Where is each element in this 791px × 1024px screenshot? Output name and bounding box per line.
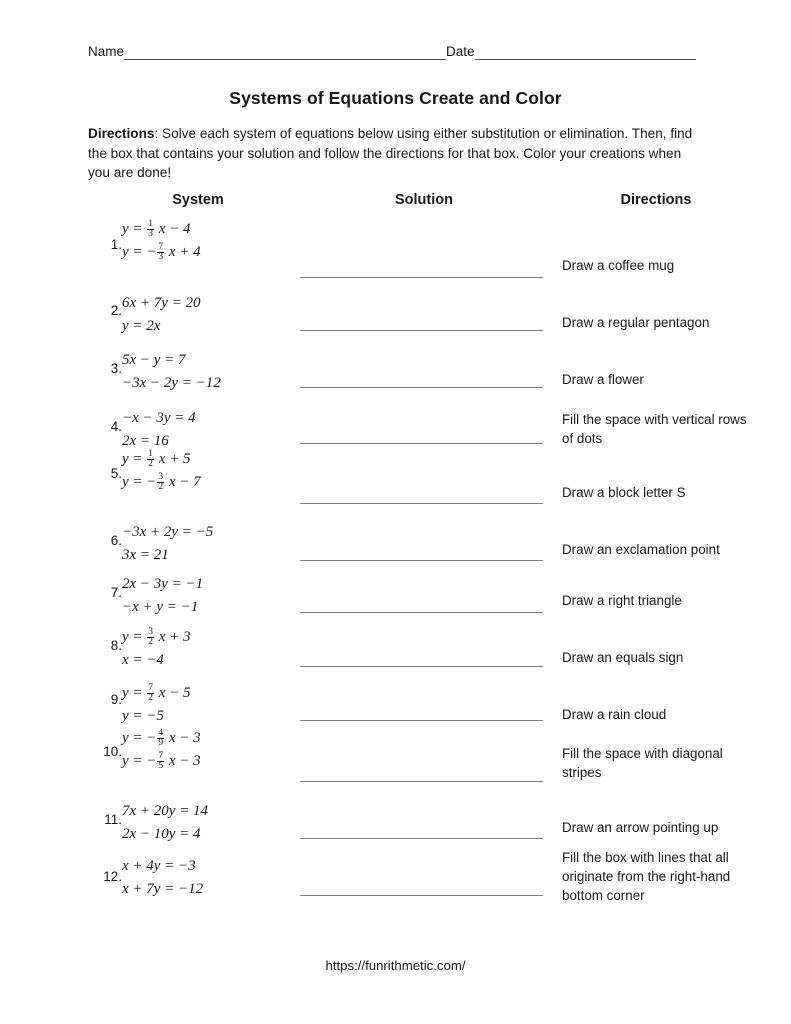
problem-number: 4. [110, 419, 122, 434]
equation-1: y = $\frac{1}{3}$ x − 4 [122, 218, 191, 240]
direction-text: Draw a coffee mug [562, 258, 675, 273]
equation-2: 2x − 10y = 4 [122, 826, 201, 842]
solution-answer-line[interactable] [300, 277, 543, 278]
equation-1: 7x + 20y = 14 [122, 803, 209, 819]
problem-number: 2. [110, 303, 122, 318]
equation-2: x = −4 [122, 652, 164, 668]
directions-paragraph [88, 124, 702, 183]
direction-text: Draw a regular pentagon [562, 315, 710, 330]
page-title: Systems of Equations Create and Color [229, 88, 562, 108]
direction-text: Draw a block letter S [562, 485, 686, 500]
date-input-line[interactable] [475, 46, 696, 60]
equation-1: y = − $\frac{4}{9}$ x − 3 [122, 727, 201, 749]
name-label: Name [88, 44, 125, 59]
column-header-system: System [172, 192, 224, 208]
equation-2: y = − $\frac{7}{5}$ x − 3 [122, 750, 201, 772]
direction-text: Draw a right triangle [562, 593, 682, 608]
system-of-equations [122, 448, 292, 494]
equation-1: y = $\frac{1}{2}$ x + 5 [122, 448, 191, 470]
column-header-directions: Directions [620, 192, 692, 208]
fraction: $\frac{3}{2}$ [158, 471, 164, 493]
direction-text: Draw an equals sign [562, 650, 684, 665]
fraction: $\frac{7}{5}$ [158, 750, 164, 772]
system-of-equations [122, 218, 292, 264]
equation-1: 6x + 7y = 20 [122, 295, 201, 311]
solution-answer-line[interactable] [300, 560, 543, 561]
problem-number: 3. [110, 361, 122, 376]
direction-text: Fill the box with lines that all originate from the right-hand bottom corner [562, 850, 731, 903]
problem-number: 7. [110, 585, 122, 600]
problem-number: 9. [110, 692, 122, 707]
equation-2: y = − $\frac{3}{2}$ x − 7 [122, 471, 201, 493]
equation-1: 5x − y = 7 [122, 352, 186, 368]
solution-answer-line[interactable] [300, 781, 543, 782]
equation-2: −3x − 2y = −12 [122, 375, 221, 391]
direction-text: Fill the space with vertical rows of dots [562, 412, 747, 446]
equation-1: 2x − 3y = −1 [122, 576, 204, 592]
column-headers [88, 192, 702, 212]
name-date-row [88, 44, 696, 60]
equation-1: y = $\frac{3}{2}$ x + 3 [122, 626, 191, 648]
equation-2: y = −5 [122, 708, 164, 724]
solution-answer-line[interactable] [300, 895, 543, 896]
system-of-equations [122, 573, 292, 619]
solution-answer-line[interactable] [300, 666, 543, 667]
problem-number: 12. [103, 869, 122, 884]
direction-text: Fill the space with diagonal stripes [562, 746, 723, 780]
system-of-equations [122, 682, 292, 728]
equation-2: y = − $\frac{7}{3}$ x + 4 [122, 241, 201, 263]
direction-text: Draw a rain cloud [562, 707, 667, 722]
problem-number: 8. [110, 638, 122, 653]
solution-answer-line[interactable] [300, 503, 543, 504]
equation-2: 3x = 21 [122, 547, 169, 563]
directions-text: : Solve each system of equations below using either substitution or elimination. Then, find the box that contains your solution and follow the directions for that box. Color your creations when you are done! [88, 126, 693, 180]
equation-1: y = $\frac{7}{2}$ x − 5 [122, 682, 191, 704]
equation-2: y = 2x [122, 318, 161, 334]
problem-number: 1. [110, 237, 122, 252]
equation-2: −x + y = −1 [122, 599, 199, 615]
equation-2: 2x = 16 [122, 433, 169, 449]
solution-answer-line[interactable] [300, 838, 543, 839]
system-of-equations [122, 292, 292, 338]
fraction: $\frac{3}{2}$ [148, 626, 154, 648]
system-of-equations [122, 800, 292, 846]
system-of-equations [122, 626, 292, 672]
direction-text: Draw an exclamation point [562, 542, 720, 557]
fraction: $\frac{7}{3}$ [158, 241, 164, 263]
problem-number: 6. [110, 533, 122, 548]
equation-1: −3x + 2y = −5 [122, 524, 214, 540]
direction-text: Draw a flower [562, 372, 644, 387]
solution-answer-line[interactable] [300, 443, 543, 444]
column-header-solution: Solution [395, 192, 453, 208]
problem-number: 5. [110, 466, 122, 481]
fraction: $\frac{1}{3}$ [148, 218, 154, 240]
direction-text: Draw an arrow pointing up [562, 820, 719, 835]
problem-number: 11. [104, 812, 122, 827]
fraction: $\frac{7}{2}$ [148, 682, 154, 704]
solution-answer-line[interactable] [300, 612, 543, 613]
fraction: $\frac{1}{2}$ [148, 448, 154, 470]
solution-answer-line[interactable] [300, 387, 543, 388]
date-label: Date [446, 44, 475, 59]
equation-1: −x − 3y = 4 [122, 410, 196, 426]
system-of-equations [122, 407, 292, 453]
system-of-equations [122, 855, 292, 901]
equation-1: x + 4y = −3 [122, 858, 196, 874]
directions-label: Directions [88, 126, 155, 141]
system-of-equations [122, 349, 292, 395]
name-input-line[interactable] [124, 46, 446, 60]
system-of-equations [122, 521, 292, 567]
solution-answer-line[interactable] [300, 720, 543, 721]
equation-2: x + 7y = −12 [122, 881, 204, 897]
solution-answer-line[interactable] [300, 330, 543, 331]
footer-url: https://funrithmetic.com/ [325, 958, 466, 973]
system-of-equations [122, 727, 292, 773]
problem-number: 10. [103, 744, 122, 759]
fraction: $\frac{4}{9}$ [158, 727, 164, 749]
